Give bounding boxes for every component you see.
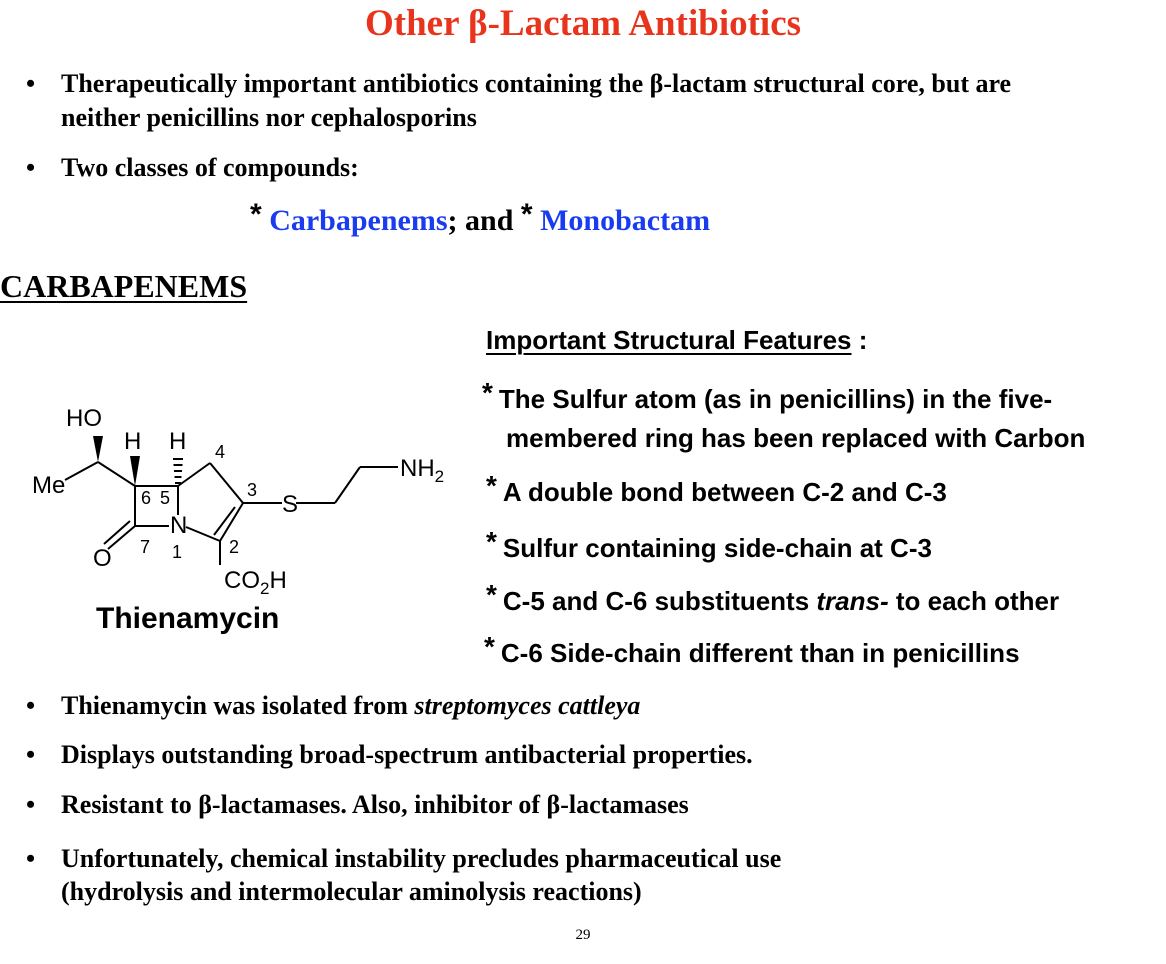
star-marker: * bbox=[484, 631, 495, 662]
bottom-bullet-1-pre: Thienamycin was isolated from bbox=[61, 691, 415, 720]
features-heading-colon: : bbox=[851, 325, 868, 355]
bullet-symbol: • bbox=[26, 153, 36, 182]
class-separator: ; and bbox=[447, 204, 521, 237]
bond-ch2-ch2 bbox=[335, 467, 360, 503]
wedge-oh bbox=[93, 436, 103, 462]
bond-c8-me bbox=[65, 462, 98, 480]
bond-c4-c3 bbox=[210, 463, 243, 503]
bottom-bullet-4-line-2: (hydrolysis and intermolecular aminolysis reactions) bbox=[61, 877, 642, 906]
star-marker: * bbox=[486, 526, 497, 557]
bullet-symbol: • bbox=[26, 790, 36, 819]
feature-2-text: A double bond between C-2 and C-3 bbox=[502, 477, 947, 507]
feature-item-3 bbox=[486, 526, 932, 564]
feature-3-text: Sulfur containing side-chain at C-3 bbox=[502, 533, 932, 563]
bullet-symbol: • bbox=[26, 691, 36, 720]
bottom-bullet-1-text bbox=[61, 689, 640, 722]
feature-item-4 bbox=[486, 579, 1060, 617]
star-marker: * bbox=[520, 198, 533, 231]
molecule-name: Thienamycin bbox=[96, 602, 280, 635]
compound-classes bbox=[250, 198, 711, 238]
star-marker: * bbox=[486, 470, 497, 501]
bottom-bullet-4-line-1: Unfortunately, chemical instability precludes pharmaceutical use bbox=[61, 844, 782, 873]
intro-bullet-1-line-2: neither penicillins nor cephalosporins bbox=[61, 103, 477, 132]
hash-h5 bbox=[173, 459, 183, 483]
position-2: 2 bbox=[229, 537, 240, 557]
feature-item-5 bbox=[484, 631, 1020, 669]
wedge-h6 bbox=[130, 456, 140, 486]
section-heading-carbapenems: CARBAPENEMS bbox=[0, 268, 248, 304]
intro-bullet-1-line-1: Therapeutically important antibiotics containing the β-lactam structural core, but are bbox=[61, 69, 1012, 98]
bottom-bullet-2-text: Displays outstanding broad-spectrum antibacterial properties. bbox=[61, 740, 753, 769]
position-1: 1 bbox=[172, 542, 183, 562]
atom-s: S bbox=[282, 491, 299, 518]
bullet-symbol: • bbox=[26, 69, 36, 98]
atom-ho: HO bbox=[66, 405, 102, 432]
bottom-bullet-3-text: Resistant to β-lactamases. Also, inhibitor of β-lactamases bbox=[61, 790, 689, 819]
star-marker: * bbox=[250, 198, 262, 231]
feature-4-italic: trans- bbox=[816, 586, 889, 616]
feature-4-post: to each other bbox=[888, 586, 1060, 616]
slide-title: Other β-Lactam Antibiotics bbox=[364, 3, 802, 44]
atom-h5: H bbox=[169, 428, 187, 455]
position-5: 5 bbox=[160, 488, 171, 508]
atom-nh2: $NH_2$ bbox=[400, 455, 445, 486]
feature-1-line-2: membered ring has been replaced with Carbon bbox=[506, 423, 1086, 453]
feature-item-2 bbox=[486, 470, 947, 508]
atom-co2h: $CO_2H$ bbox=[224, 567, 287, 598]
feature-4-pre: C-5 and C-6 substituents bbox=[502, 586, 817, 616]
bottom-bullet-1-italic: streptomyces cattleya bbox=[414, 691, 641, 720]
position-6: 6 bbox=[141, 488, 152, 508]
bullet-symbol: • bbox=[26, 740, 36, 769]
bond-c6-c8 bbox=[98, 462, 135, 486]
atom-n: N bbox=[170, 512, 188, 539]
page-number: 29 bbox=[575, 927, 591, 943]
star-marker: * bbox=[482, 377, 493, 408]
bond-c5-c4 bbox=[178, 463, 210, 486]
feature-5-text: C-6 Side-chain different than in penicillins bbox=[500, 638, 1020, 668]
thienamycin-structure bbox=[20, 395, 460, 605]
bullet-symbol: • bbox=[26, 844, 36, 873]
intro-bullet-2-text: Two classes of compounds: bbox=[61, 153, 359, 182]
features-heading-text: Important Structural Features bbox=[486, 325, 852, 355]
atom-me: Me bbox=[32, 472, 66, 499]
atom-h6: H bbox=[124, 428, 142, 455]
position-7: 7 bbox=[140, 537, 151, 557]
feature-1-line-1: The Sulfur atom (as in penicillins) in the five- bbox=[498, 384, 1053, 414]
position-3: 3 bbox=[247, 480, 258, 500]
class-monobactam: Monobactam bbox=[540, 204, 711, 237]
star-marker: * bbox=[486, 579, 497, 610]
features-heading bbox=[486, 325, 867, 356]
feature-item-1 bbox=[482, 377, 1053, 415]
class-carbapenems: Carbapenems bbox=[269, 204, 448, 237]
atom-o: O bbox=[93, 545, 112, 572]
position-4: 4 bbox=[215, 442, 226, 462]
